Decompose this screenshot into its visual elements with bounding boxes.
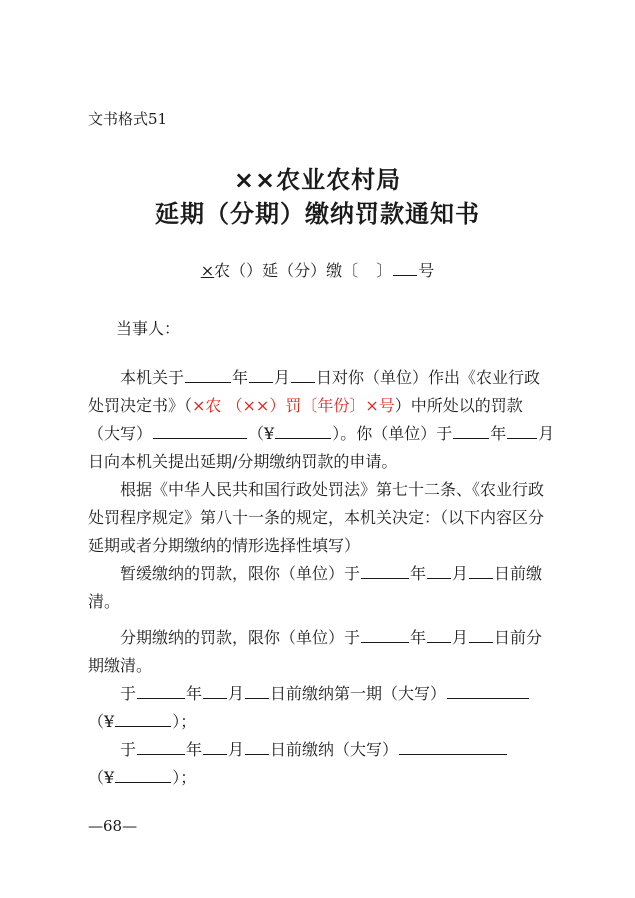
para4-line1	[88, 624, 558, 652]
text: 年	[410, 628, 427, 647]
para1-line2	[88, 392, 558, 420]
text: 于	[120, 684, 137, 703]
year-blank[interactable]	[361, 628, 409, 643]
month-blank[interactable]	[203, 740, 227, 755]
month-blank[interactable]	[507, 424, 537, 439]
para1-line3	[88, 420, 558, 448]
first-installment-words-blank[interactable]	[447, 684, 529, 699]
text: 年	[490, 424, 507, 443]
text: 年	[232, 368, 249, 387]
month-blank[interactable]	[427, 564, 451, 579]
text: 日前缴	[494, 564, 543, 583]
text: ）；	[172, 712, 197, 731]
text: 年	[410, 564, 427, 583]
text: 延期或者分期缴纳的情形选择性填写）	[88, 536, 361, 555]
para2-line3	[88, 532, 558, 560]
text: ）。你（单位）于	[332, 424, 453, 443]
para3-line1	[88, 560, 558, 588]
text: 于	[120, 740, 137, 759]
para5-line1	[88, 680, 558, 708]
first-installment-figure-blank[interactable]	[115, 712, 171, 727]
doc-number-close: 〕	[376, 261, 393, 280]
text: 日对你（单位）作出《农业行政	[316, 368, 541, 387]
text: 分期缴纳的罚款，限你（单位）于	[120, 628, 361, 647]
text: 日前缴纳第一期（大写）	[270, 684, 447, 703]
title-line-2: 延期（分期）缴纳罚款通知书	[155, 200, 480, 228]
text: 清。	[88, 592, 121, 611]
para6-line1	[88, 736, 558, 764]
text: 日前缴纳（大写）	[270, 740, 399, 759]
decision-number-placeholder: ×农 （××）罚〔年份〕×号	[192, 396, 395, 415]
notice-body	[88, 364, 558, 792]
para2-line2	[88, 504, 558, 532]
installment-words-blank[interactable]	[399, 740, 507, 755]
format-label: 文书格式51	[88, 110, 168, 128]
text: ）中所处以的罚款	[394, 396, 523, 415]
text: （大写）	[88, 424, 153, 443]
para2-line1	[88, 476, 558, 504]
para5-line2	[88, 708, 558, 736]
title-line-1: ××农业农村局	[233, 166, 402, 194]
doc-number-prefix: ×	[200, 261, 215, 280]
para6-line2	[88, 764, 558, 792]
day-blank[interactable]	[245, 684, 269, 699]
text: 处罚决定书》（	[88, 396, 193, 415]
text: ）；	[172, 768, 197, 787]
party-label: 当事人：	[116, 319, 181, 338]
text: （¥	[248, 424, 275, 443]
para4-line2	[88, 652, 558, 680]
year-blank[interactable]	[453, 424, 489, 439]
para1-line4	[88, 448, 558, 476]
day-blank[interactable]	[469, 564, 493, 579]
year-blank[interactable]	[361, 564, 409, 579]
para1-line1	[88, 364, 558, 392]
text: 月	[228, 684, 245, 703]
text: 月	[538, 424, 555, 443]
text: 根据《中华人民共和国行政处罚法》第七十二条、《农业行政	[120, 480, 545, 499]
text: 年	[186, 684, 203, 703]
day-blank[interactable]	[245, 740, 269, 755]
text: 日前分	[494, 628, 543, 647]
year-blank[interactable]	[137, 740, 185, 755]
doc-number-blank[interactable]	[393, 261, 417, 276]
page-number: —68—	[88, 817, 138, 835]
text: 处罚程序规定》第八十一条的规定，本机关决定：（以下内容区分	[88, 508, 545, 527]
day-blank[interactable]	[291, 368, 315, 383]
text: 暂缓缴纳的罚款，限你（单位）于	[120, 564, 361, 583]
month-blank[interactable]	[203, 684, 227, 699]
text: （¥	[88, 768, 115, 787]
month-blank[interactable]	[427, 628, 451, 643]
doc-number-mid: 农（）延（分）缴〔	[214, 261, 359, 280]
amount-words-blank[interactable]	[153, 424, 247, 439]
year-blank[interactable]	[185, 368, 231, 383]
installment-figure-blank[interactable]	[115, 768, 171, 783]
text: 年	[186, 740, 203, 759]
month-blank[interactable]	[249, 368, 273, 383]
doc-number-suffix: 号	[418, 261, 435, 280]
document-number	[0, 258, 635, 281]
day-blank[interactable]	[469, 628, 493, 643]
text: （¥	[88, 712, 115, 731]
para3-line2	[88, 588, 558, 616]
text: 期缴清。	[88, 656, 153, 675]
text: 月	[228, 740, 245, 759]
year-blank[interactable]	[137, 684, 185, 699]
text: 月	[452, 564, 469, 583]
text: 月	[452, 628, 469, 647]
text: 月	[274, 368, 291, 387]
text: 日向本机关提出延期/分期缴纳罚款的申请。	[88, 452, 398, 471]
amount-figure-blank[interactable]	[275, 424, 331, 439]
text: 本机关于	[120, 368, 185, 387]
